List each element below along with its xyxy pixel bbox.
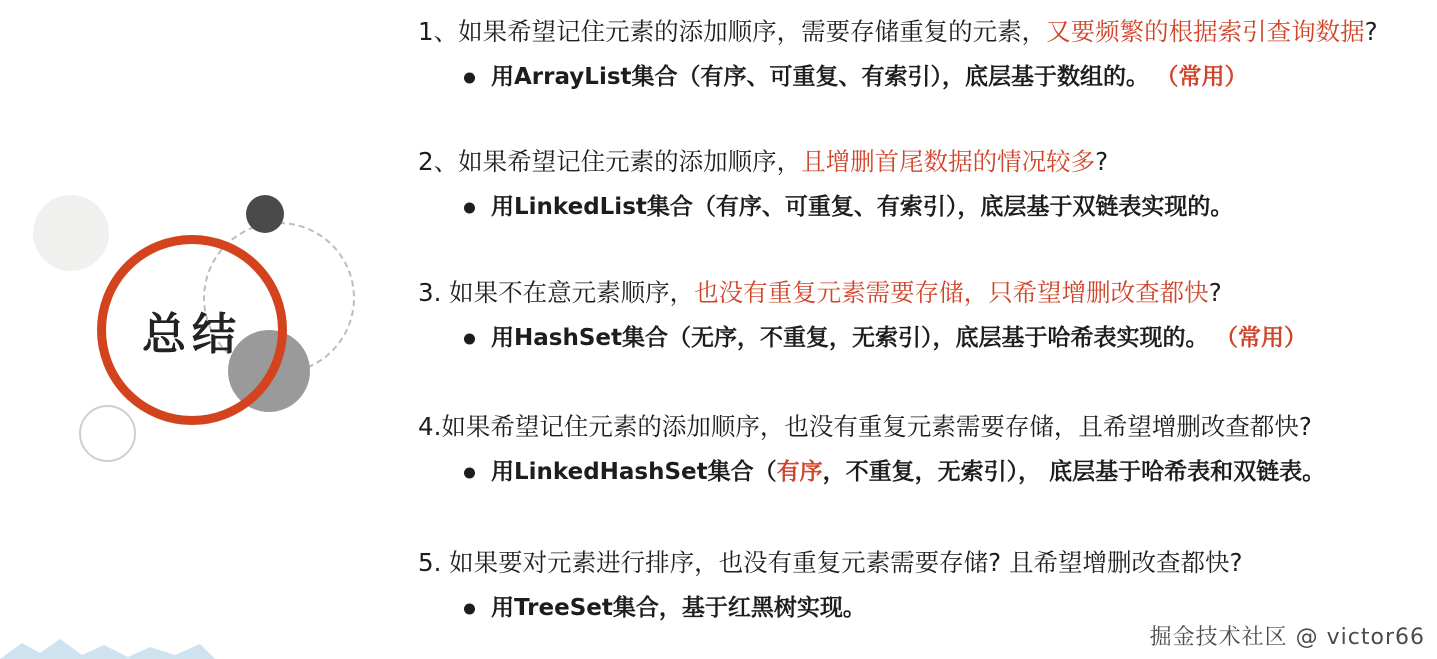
question-number: 2、 xyxy=(418,147,459,176)
answer-line xyxy=(418,458,1428,488)
decorative-bottom-strip xyxy=(0,635,215,659)
answer-tag: （常用） xyxy=(1167,63,1248,90)
question-text-tail: ? xyxy=(1208,278,1222,307)
answer-text: 用HashSet集合（无序，不重复，无索引），底层基于哈希表实现的。 xyxy=(491,324,1209,351)
question-text: 如果要对元素进行排序，也没有重复元素需要存储? 且希望增删改查都快? xyxy=(441,548,1243,577)
answer-tag: （常用） xyxy=(1226,324,1307,351)
answer-line xyxy=(418,324,1428,354)
qa-block xyxy=(418,411,1428,488)
bullet-icon xyxy=(464,333,475,344)
qa-block xyxy=(418,547,1428,624)
question-highlight: 又要频繁的根据索引查询数据 xyxy=(1046,17,1365,46)
question-text: 如果希望记住元素的添加顺序，需要存储重复的元素， xyxy=(458,17,1047,46)
question-number: 1、 xyxy=(418,17,459,46)
answer-text-tail: ，不重复，无索引）， 底层基于哈希表和双链表。 xyxy=(822,458,1326,485)
watermark: 掘金技术社区 @ victor66 xyxy=(1149,625,1425,650)
content-column xyxy=(418,0,1437,659)
question-text: 如果希望记住元素的添加顺序，也没有重复元素需要存储，且希望增删改查都快? xyxy=(441,412,1312,441)
question-number: 4. xyxy=(418,412,442,441)
question-number: 3. xyxy=(418,278,442,307)
mountain-icon xyxy=(0,635,215,659)
question-text-tail: ? xyxy=(1364,17,1378,46)
question-line xyxy=(418,277,1428,309)
slide-badge-title: 总结 xyxy=(142,309,242,360)
decoration-panel xyxy=(0,0,400,659)
bullet-icon xyxy=(464,467,475,478)
qa-block xyxy=(418,16,1428,93)
answer-line xyxy=(418,193,1428,223)
answer-text: 用LinkedHashSet集合（ xyxy=(491,458,777,485)
question-number: 5. xyxy=(418,548,442,577)
qa-block xyxy=(418,277,1428,354)
question-line xyxy=(418,16,1428,48)
question-text-tail: ? xyxy=(1095,147,1109,176)
bullet-icon xyxy=(464,603,475,614)
bullet-icon xyxy=(464,72,475,83)
question-highlight: 且增删首尾数据的情况较多 xyxy=(801,147,1096,176)
question-text: 如果希望记住元素的添加顺序， xyxy=(458,147,802,176)
qa-block xyxy=(418,146,1428,223)
answer-text: 用ArrayList集合（有序、可重复、有索引），底层基于数组的。 xyxy=(491,63,1150,90)
question-text: 如果不在意元素顺序， xyxy=(441,278,695,307)
answer-text: 用TreeSet集合，基于红黑树实现。 xyxy=(491,594,866,621)
question-line xyxy=(418,146,1428,178)
question-line xyxy=(418,547,1428,579)
bullet-icon xyxy=(464,202,475,213)
question-line xyxy=(418,411,1428,443)
question-highlight: 也没有重复元素需要存储，只希望增删改查都快 xyxy=(694,278,1209,307)
answer-line xyxy=(418,63,1428,93)
decorative-dot-dark xyxy=(246,195,284,233)
answer-highlight: 有序 xyxy=(776,458,823,485)
answer-text: 用LinkedList集合（有序、可重复、有索引），底层基于双链表实现的。 xyxy=(491,193,1234,220)
